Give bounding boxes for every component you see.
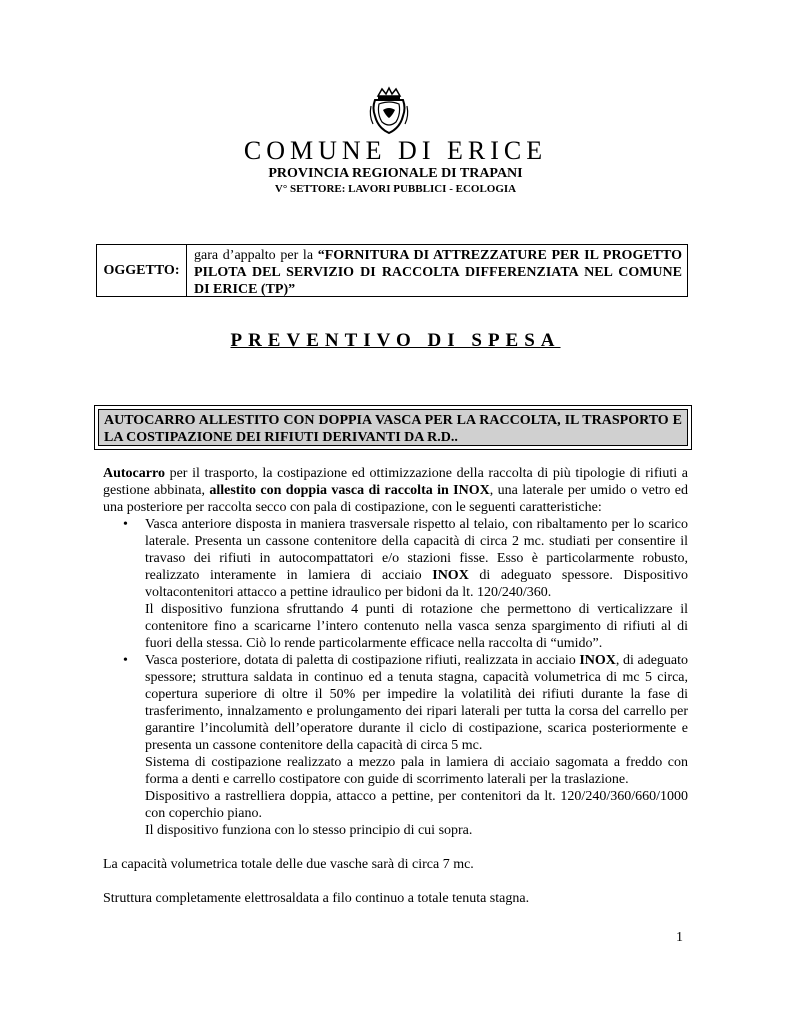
heading-box-text: AUTOCARRO ALLESTITO CON DOPPIA VASCA PER LA RACCOLTA, IL TRASPORTO E LA COSTIPAZIONE DEI RIFIUTI DERIVANTI DA R.D.. (98, 409, 688, 446)
oggetto-label: OGGETTO: (97, 245, 187, 296)
oggetto-prefix: gara d’appalto per la (194, 248, 318, 263)
bullet-2-paragraph-3: Dispositivo a rastrelliera doppia, attacco a pettine, per contenitori da lt. 120/240/360/660/1000 con coperchio piano. (145, 789, 688, 821)
bullet-icon: • (123, 517, 128, 532)
bullet-1-text-c: di adeguato spessore. Dispositivo voltacontenitori attacco a pettine idraulico per bidoni da lt. 120/240/360. (145, 568, 688, 600)
bullet-2-paragraph-4: Il dispositivo funziona con lo stesso principio di cui sopra. (145, 823, 473, 838)
comune-title: COMUNE DI ERICE (243, 136, 548, 165)
provincia-subtitle: PROVINCIA REGIONALE DI TRAPANI (268, 166, 523, 181)
intro-text-2: , una laterale per umido o vetro ed una posteriore per raccolta secco con pala di costipazione, con le seguenti caratteristiche: (103, 483, 688, 515)
oggetto-table (96, 244, 688, 297)
capacity-paragraph: La capacità volumetrica totale delle due vasche sarà di circa 7 mc. (103, 857, 474, 872)
document-title: PREVENTIVO DI SPESA (230, 330, 561, 351)
list-item (103, 516, 688, 601)
bullet-1-bold: INOX (432, 568, 469, 583)
intro-bold-2: allestito con doppia vasca di raccolta in INOX (209, 483, 490, 498)
bullet-2-text-a: Vasca posteriore, dotata di paletta di costipazione rifiuti, realizzata in acciaio (145, 653, 580, 668)
bullet-2-paragraph-2: Sistema di costipazione realizzato a mezzo pala in lamiera di acciaio sagomata a freddo con forma a denti e carrello costipatore con guide di scorrimento laterali per la traslazione. (145, 755, 688, 787)
intro-bold-1: Autocarro (103, 466, 165, 481)
page-number: 1 (676, 930, 683, 945)
bullet-2-bold: INOX (579, 653, 616, 668)
settore-subtitle: V° SETTORE: LAVORI PUBBLICI - ECOLOGIA (274, 183, 517, 195)
bullet-1-text-a: Vasca anteriore disposta in maniera trasversale rispetto al telaio, con ribaltamento per lo scarico laterale. Presenta un cassone contenitore della capacità di circa 2 mc. studiati per consentire il travaso dei rifiuti in autocompattatori e/o stazioni fisse. Esso è particolarmente robusto, realizzato interamente in lamiera di acciaio (145, 517, 688, 583)
body-text (103, 465, 688, 907)
oggetto-text (187, 245, 687, 296)
oggetto-bold: “FORNITURA DI ATTREZZATURE PER IL PROGETTO PILOTA DEL SERVIZIO DI RACCOLTA DIFFERENZIATA NEL COMUNE DI ERICE (TP)” (194, 248, 682, 297)
intro-paragraph (103, 465, 688, 516)
bullet-icon: • (123, 653, 128, 668)
bullet-2-text-c: , di adeguato spessore; struttura saldata in continuo ed a tenuta stagna, capacità volumetrica di mc 5 circa, copertura superiore di oltre il 50% per impedire la volatilità dei rifiuti durante la fase di trasferimento, innalzamento e prolungamento dei ripari laterali per tutta la corsa del carrello per garantire l’incolumità dell’operatore durante il ciclo di costipazione, scarica posteriormente e presenta un cassone contenitore della capacità di circa 5 mc. (145, 653, 689, 753)
structure-paragraph: Struttura completamente elettrosaldata a filo continuo a totale tenuta stagna. (103, 891, 530, 906)
crest-icon (368, 86, 410, 136)
intro-text-1: per il trasporto, la costipazione ed ottimizzazione della raccolta di più tipologie di rifiuti a gestione abbinata, (103, 466, 688, 498)
heading-box (94, 405, 692, 450)
bullet-1-paragraph-2: Il dispositivo funziona sfruttando 4 punti di rotazione che permettono di verticalizzare il contenitore fino a scaricarne l’intero contenuto nella vasca senza spargimento di rifiuti al di fuori della stessa. Ciò lo rende particolarmente efficace nella raccolta di “umido”. (145, 602, 688, 651)
list-item (103, 652, 688, 754)
